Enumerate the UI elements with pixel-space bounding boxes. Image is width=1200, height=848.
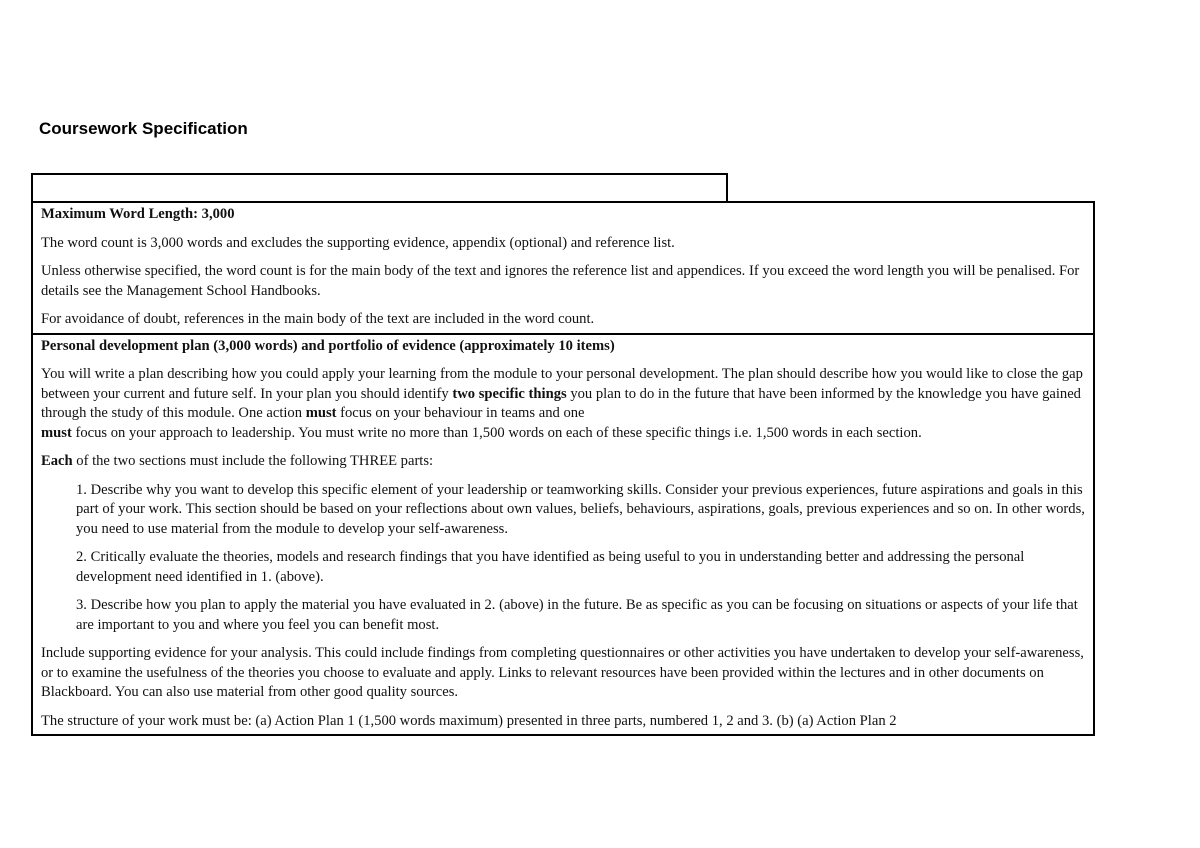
evidence-paragraph: Include supporting evidence for your analysis. This could include findings from completing questionnaires or other activities you have undertaken to develop your self-awareness, or to examine the usefulness of the theories you choose to evaluate and apply. Links to relevant resources have been provided within the lectures and in other documents on Blackboard. You can also use material from other good quality sources. bbox=[41, 645, 1084, 700]
intro-text-d: focus on your approach to leadership. You must write no more than 1,500 words on each of these specific things i.e. 1,500 words in each section. bbox=[71, 424, 922, 441]
pdp-heading: Personal development plan (3,000 words) and portfolio of evidence (approximately 10 items) bbox=[41, 337, 615, 354]
intro-text-c: focus on your behaviour in teams and one bbox=[336, 405, 585, 421]
each-bold: Each bbox=[41, 453, 73, 469]
penalty-paragraph: Unless otherwise specified, the word count is for the main body of the text and ignores the reference list and appendices. If you exceed the word length you will be penalised. For details see the Management School Handbooks. bbox=[41, 263, 1080, 299]
page-title: Coursework Specification bbox=[39, 119, 248, 138]
intro-bold-two-things: two specific things bbox=[452, 385, 567, 402]
word-length-section bbox=[33, 203, 1093, 333]
each-paragraph bbox=[41, 452, 1085, 472]
intro-bold-must-1: must bbox=[305, 405, 337, 421]
list-item-3: 3. Describe how you plan to apply the material you have evaluated in 2. (above) in the future. Be as specific as you can be focusing on situations or aspects of your life that are important to you and where you feel you can benefit most. bbox=[76, 597, 1078, 633]
list-item-2: 2. Critically evaluate the theories, models and research findings that you have identified as being useful to you in understanding better and addressing the personal development need identified in 1. (above). bbox=[76, 549, 1025, 585]
intro-bold-must-2: must bbox=[41, 424, 72, 441]
each-rest: of the two sections must include the following THREE parts: bbox=[72, 453, 434, 469]
specification-table bbox=[31, 201, 1095, 736]
header-cell bbox=[31, 173, 728, 203]
intro-text-b: you plan to do in the future that have been informed by the knowledge you have gained through the study of this module. One action bbox=[41, 385, 1081, 421]
word-length-heading: Maximum Word Length: 3,000 bbox=[41, 206, 235, 222]
structure-paragraph: The structure of your work must be: (a) Action Plan 1 (1,500 words maximum) presented in three parts, numbered 1, 2 and 3. (b) (a) Action Plan 2 bbox=[41, 712, 897, 729]
intro-text-a: You will write a plan describing how you could apply your learning from the module to your personal development. The plan should describe how you would like to close the gap between your current and future self. In your plan you should identify bbox=[41, 366, 1083, 402]
list-item-1: 1. Describe why you want to develop this specific element of your leadership or teamworking skills. Consider your previous experiences, future aspirations and goals in this part of your work. This section should be based on your reflections about own values, beliefs, behaviours, aspirations, goals, previous experiences and so on. In other words, you need to use material from the module to develop your self-awareness. bbox=[76, 481, 1085, 537]
pdp-section bbox=[33, 333, 1093, 734]
pdp-intro-paragraph bbox=[41, 365, 1085, 443]
references-paragraph: For avoidance of doubt, references in the main body of the text are included in the word count. bbox=[41, 311, 595, 327]
word-count-paragraph: The word count is 3,000 words and excludes the supporting evidence, appendix (optional) and reference list. bbox=[41, 234, 675, 251]
